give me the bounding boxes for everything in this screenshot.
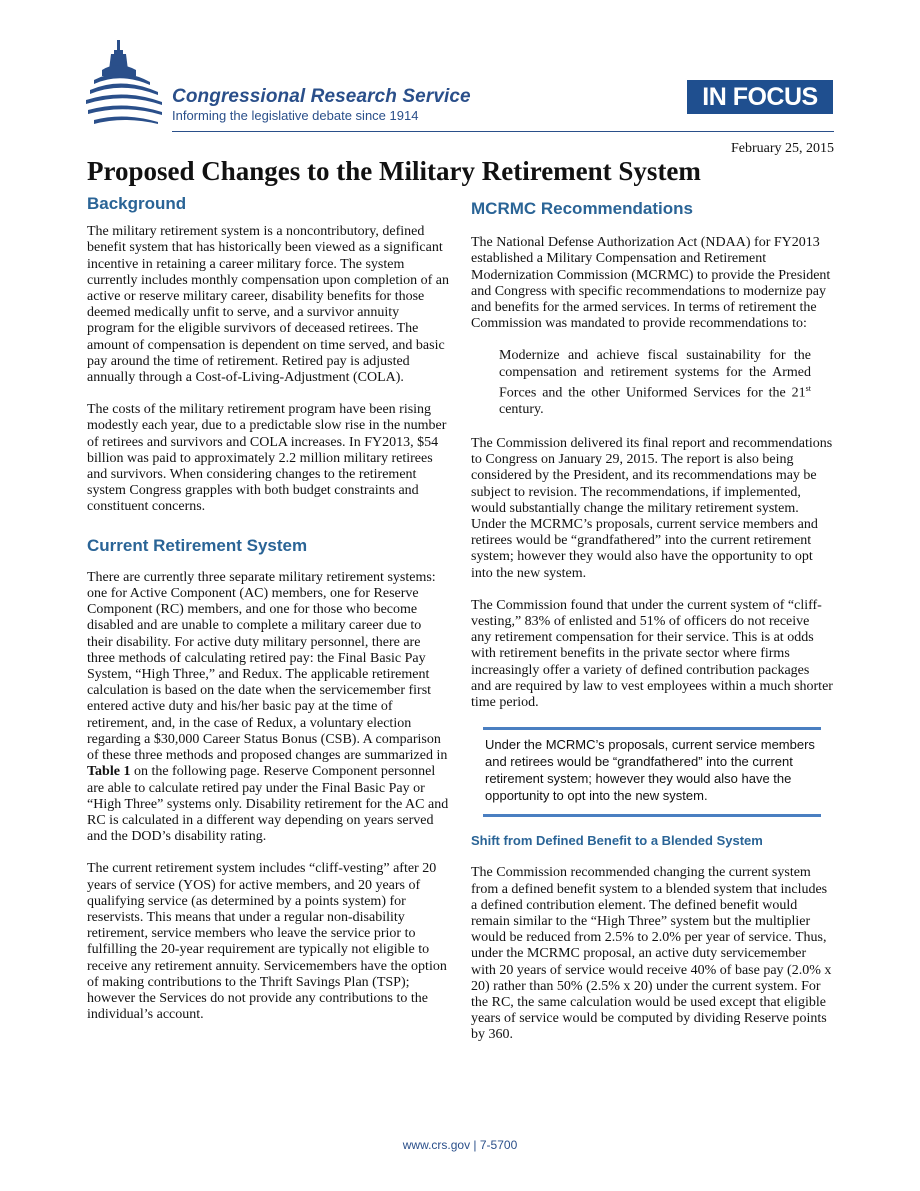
mcrmc-heading: MCRMC Recommendations [471, 199, 693, 218]
publication-date: February 25, 2015 [730, 141, 834, 156]
mcrmc-paragraph-3: The Commission found that under the current system of “cliff-vesting,” 83% of enlisted and 51% of officers do not receive any retirement compensation for their service. This is at odds with retirement benefits in the private sector where firms increasingly offer a variety of defined contribution packages and are required by law to vest employees within a much shorter time period. [471, 597, 833, 710]
shift-subheading: Shift from Defined Benefit to a Blended System [471, 833, 763, 849]
org-name: Congressional Research Service [172, 86, 471, 107]
current-system-paragraph-2: The current retirement system includes “cliff-vesting” after 20 years of service (YOS) for active members, and 20 years of qualifying service (as determined by a points system) for reservists. This means that under a regular non-disability retirement, service members who leave the service prior to fulfilling the 20-year requirement are typically not eligible to receive any retirement annuity. Servicemembers have the option of making contributions to the Thrift Savings Plan (TSP); however the Services do not provide any contributions to the individual’s account. [87, 861, 447, 1023]
mandate-quote [499, 348, 811, 417]
table-1-reference: Table 1 [87, 764, 131, 780]
in-focus-badge: IN FOCUS [687, 80, 833, 114]
background-heading: Background [87, 194, 187, 213]
quote-text-end: century. [499, 401, 544, 417]
quote-text: Modernize and achieve fiscal sustainability for the compensation and retirement systems for the Armed Forces and the other Uniformed Services for the 21 [499, 348, 811, 401]
page-header [0, 0, 920, 156]
current-system-paragraph-1 [87, 570, 449, 845]
left-column [87, 196, 449, 1039]
mcrmc-paragraph-1: The National Defense Authorization Act (NDAA) for FY2013 established a Military Compensation and Retirement Modernization Commission (MCRMC) to provide the President and Congress with specific recommendations to modernize pay and benefits for the armed services. In terms of retirement the Commission was mandated to provide recommendations to: [471, 235, 831, 332]
page-title: Proposed Changes to the Military Retirement System [87, 156, 701, 186]
background-paragraph-2: The costs of the military retirement program have been rising modestly each year, due to a predictable slow rise in the number of retirees and survivors and COLA increases. In FY2013, $54 billion was paid to approximately 2.2 million military retirees and survivors. When considering changes to the retirement system Congress grapples with both budget constraints and constituent concerns. [87, 402, 447, 515]
quote-superscript: st [805, 383, 811, 393]
org-tagline: Informing the legislative debate since 1914 [172, 108, 419, 123]
background-paragraph-1: The military retirement system is a noncontributory, defined benefit system that has historically been viewed as a significant incentive in retaining a career military force. The system currently includes monthly compensation upon completion of an active or reserve military career, disability benefits for those deemed medically unfit to serve, and a survivor annuity program for the eligible survivors of deceased retirees. The amount of compensation is dependent on time served, and basic pay around the time of retirement. Retired pay is adjusted annually through a Cost-of-Living-Adjustment (COLA). [87, 224, 449, 386]
current-system-heading: Current Retirement System [87, 535, 308, 555]
callout-box: Under the MCRMC’s proposals, current service members and retirees would be “grandfathered” into the current retirement system; however they would also have the opportunity to opt into the new system. [483, 727, 821, 817]
right-column [471, 201, 833, 1060]
paragraph-text: on the following page. Reserve Component personnel are able to calculate retired pay under the Final Basic Pay or “High Three” systems only. Disability retirement for the AC and RC is calculated in a different way depending on years served and the DOD’s disability rating. [87, 764, 449, 845]
shift-paragraph: The Commission recommended changing the current system from a defined benefit system to a blended system that includes a defined contribution element. The defined benefit would remain similar to the “High Three” system but the multiplier would be reduced from 2.5% to 2.0% per year of service. Thus, under the MCRMC proposal, an active duty servicemember with 20 years of service would receive 40% of base pay (2.0% x 20) rather than 50% (2.5% x 20) under the current system. For the RC, the same calculation would be used except that eligible years of service would be computed by dividing Reserve points by 360. [471, 865, 832, 1043]
paragraph-text: There are currently three separate military retirement systems: one for Active Component (AC) members, one for Reserve Component (RC) members, and one for those who become disabled and are unable to complete a military career due to their disability. For active duty military personnel, there are three methods of calculating retired pay: the Final Basic Pay System, “High Three,” and Redux. The applicable retirement calculation is based on the date when the servicemember first entered active duty and his/her basic pay at the time of retirement, and, in the case of Redux, a voluntary election regarding a $30,000 Career Status Bonus (CSB). A comparison of these three methods and proposed changes are summarized in [87, 569, 448, 764]
mcrmc-paragraph-2: The Commission delivered its final report and recommendations to Congress on January 29, 2015. The report is also being considered by the President, and its recommendations may be subject to revision. The recommendations, if implemented, would substantially change the military retirement system. Under the MCRMC’s proposals, current service members and retirees would be “grandfathered” into the current retirement system; however they would also have the opportunity to opt into the new system. [471, 435, 833, 581]
capitol-dome-logo-icon [84, 36, 166, 128]
header-rule [172, 131, 834, 132]
page-footer: www.crs.gov | 7-5700 [402, 1138, 518, 1152]
